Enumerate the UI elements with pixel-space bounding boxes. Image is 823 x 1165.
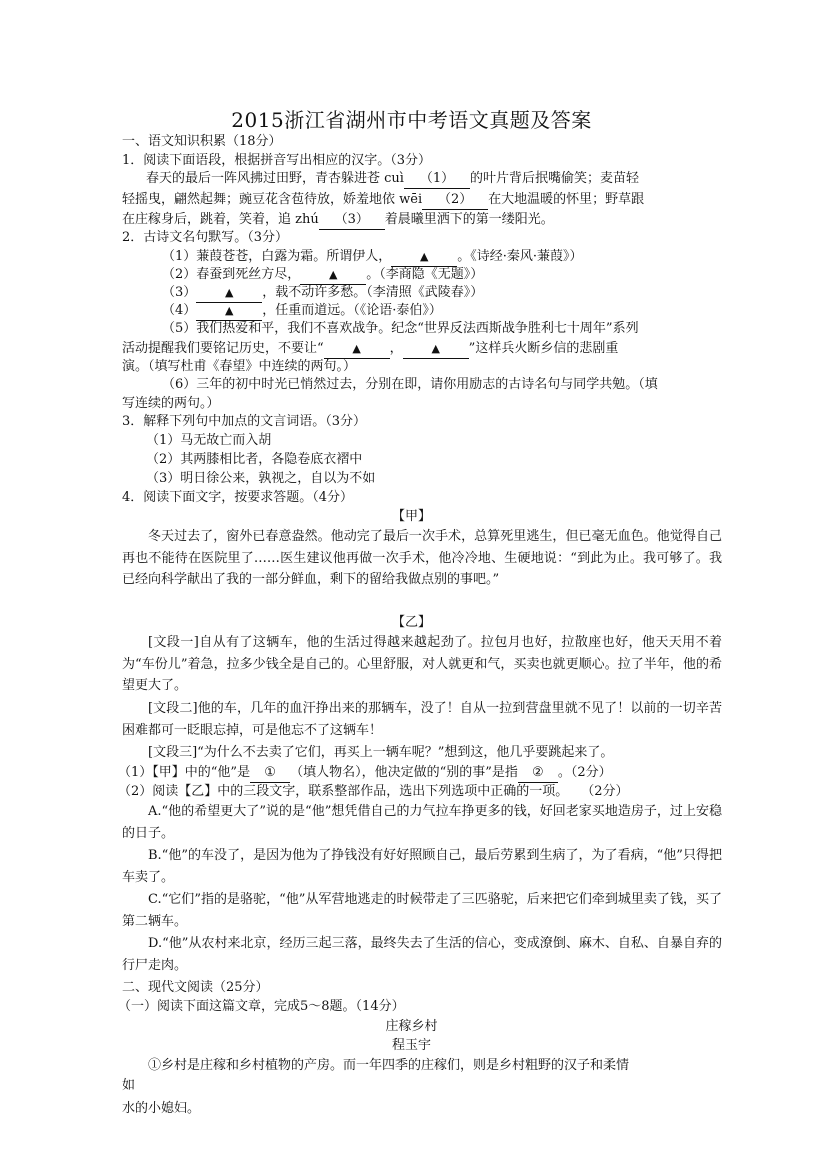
- q4-option-b: B.“他”的车没了，是因为他为了挣钱没有好好照顾自己，最后劳累到生病了，为了看病，“他”只得把车卖了。: [122, 848, 722, 885]
- q2-stem: 2．古诗文名句默写。（3分）: [122, 230, 289, 245]
- q2-item-1: （1）蒹葭苍苍，白露为霜。所谓伊人， ▲ 。《诗经·秦风·蒹葭》）: [162, 248, 762, 267]
- q1-blank-1[interactable]: （1）: [404, 170, 470, 189]
- document-title: 2015浙江省湖州市中考语文真题及答案: [231, 108, 592, 132]
- q1-blank-2[interactable]: （2）: [422, 191, 488, 210]
- article-para-1-line-1: ①乡村是庄稼和乡村植物的产房。而一年四季的庄稼们，则是乡村粗野的汉子和柔情: [148, 1058, 630, 1073]
- q4-blank-1[interactable]: ①: [250, 764, 290, 783]
- q2-item-2: （2）春蚕到死丝方尽， ▲ 。（李商隐《无题》）: [162, 266, 762, 285]
- article-title: 庄稼乡村: [385, 1019, 438, 1034]
- q2-blank-1[interactable]: ▲: [391, 248, 457, 267]
- q4-stem: 4．阅读下面文字，按要求答题。（4分）: [122, 490, 354, 505]
- q4-blank-2[interactable]: ②: [518, 764, 558, 783]
- section-2-sub: （一）阅读下面这篇文章，完成5～8题。（14分）: [118, 999, 405, 1014]
- q2-blank-3[interactable]: ▲: [196, 284, 262, 303]
- q4-jia-text: 冬天过去了，窗外已春意盎然。他动完了最后一次手术，总算死里逃生，但已毫无血色。他觉得自己再也不能待在医院里了……医生建议他再做一次手术，他冷冷地、生硬地说：“到此为止。我可够了。我已经向科学献出了我的一部分鲜血，剩下的留给我做点别的事吧。”: [122, 529, 722, 587]
- section-2-header: 二、现代文阅读（25分）: [122, 980, 269, 995]
- q4-segment-1: [文段一]自从有了这辆车，他的生活过得越来越起劲了。拉包月也好，拉散座也好，他天天用不着为“车份儿”着急，拉多少钱全是自己的。心里舒服，对人就更和气，买卖也就更顺心。拉了半年，他的希望更大了。: [122, 635, 722, 693]
- q2-blank-4[interactable]: ▲: [196, 302, 262, 321]
- q2-blank-2[interactable]: ▲: [300, 266, 366, 285]
- q2-item-4: （4） ▲ ，任重而道远。（《论语·泰伯》）: [162, 302, 762, 321]
- q2-item-5-line-2: 活动提醒我们要铭记历史，不要让“ ▲ ， ▲ ”这样兵火断乡信的悲剧重: [122, 340, 722, 359]
- q1-line-2: 轻摇曳，翩然起舞；豌豆花含苞待放，娇羞地依 wēi （2） 在大地温暖的怀里；野草跟: [122, 191, 722, 210]
- q4-segment-3: [文段三]“为什么不去卖了它们，再买上一辆车呢？”想到这，他几乎要跳起来了。: [148, 745, 614, 760]
- q2-blank-5b[interactable]: ▲: [403, 340, 469, 359]
- q4-sub-2: （2）阅读【乙】中的三段文字，联系整部作品，选出下列选项中正确的一项。 （2分）: [118, 784, 629, 799]
- q4-option-a: A.“他的希望更大了”说的是“他”想凭借自己的力气拉车挣更多的钱，好回老家买地造房子，过上安稳的日子。: [122, 804, 722, 841]
- q3-stem: 3．解释下列句中加点的文言词语。（3分）: [122, 414, 367, 429]
- q2-item-5-line-1: （5）我们热爱和平，我们不喜欢战争。纪念“世界反法西斯战争胜利七十周年”系列: [162, 321, 639, 336]
- q4-yi-label: 【乙】: [391, 615, 431, 630]
- q1-line-3: 在庄稼身后，跳着，笑着，追 zhú （3） 着晨曦里洒下的第一缕阳光。: [122, 211, 722, 230]
- q1-stem: 1．阅读下面语段，根据拼音写出相应的汉字。（3分）: [122, 153, 432, 168]
- article-para-1-line-2: 如: [122, 1078, 136, 1093]
- q1-blank-3[interactable]: （3）: [319, 211, 385, 230]
- q3-item-2: （2）其两膝相比者，各隐卷底衣褶中: [146, 452, 363, 467]
- q1-line-1: 春天的最后一阵风拂过田野，青杏躲进苍 cuì （1） 的叶片背后抿嘴偷笑；麦苗轻: [146, 170, 746, 189]
- q3-item-1: （1）马无故亡而入胡: [146, 433, 272, 448]
- q2-blank-5a[interactable]: ▲: [324, 340, 390, 359]
- q2-item-3: （3） ▲ ，载不动许多愁。（李清照《武陵春》）: [162, 284, 762, 303]
- q4-jia-label: 【甲】: [391, 509, 431, 524]
- q2-item-6-line-2: 写连续的两句。）: [122, 396, 220, 411]
- article-author: 程玉宇: [391, 1038, 431, 1053]
- section-1-header: 一、语文知识积累（18分）: [122, 134, 282, 149]
- q4-option-d: D.“他”从农村来北京，经历三起三落，最终失去了生活的信心，变成潦倒、麻木、自私、自暴自弃的行尸走肉。: [122, 936, 722, 973]
- q4-option-c: C.“它们”指的是骆驼，“他”从军营地逃走的时候带走了三匹骆驼，后来把它们牵到城里卖了钱，买了第二辆车。: [122, 892, 722, 929]
- q4-segment-2: [文段二]他的车，几年的血汗挣出来的那辆车，没了！自从一拉到营盘里就不见了！以前的一切辛苦困难都可一眨眼忘掉，可是他忘不了这辆车！: [122, 701, 722, 738]
- q3-item-3: （3）明日徐公来，孰视之，自以为不如: [146, 471, 376, 486]
- q2-item-6-line-1: （6）三年的初中时光已悄然过去，分别在即，请你用励志的古诗名句与同学共勉。（填: [162, 377, 658, 392]
- q4-sub-1: （1）【甲】中的“他”是 ① （填人物名），他决定做的“别的事”是指 ② 。（2分）: [118, 764, 718, 783]
- article-para-1-line-3: 水的小媳妇。: [122, 1101, 201, 1116]
- q2-item-5-line-3: 演。（填写杜甫《春望》中连续的两句。）: [122, 359, 357, 374]
